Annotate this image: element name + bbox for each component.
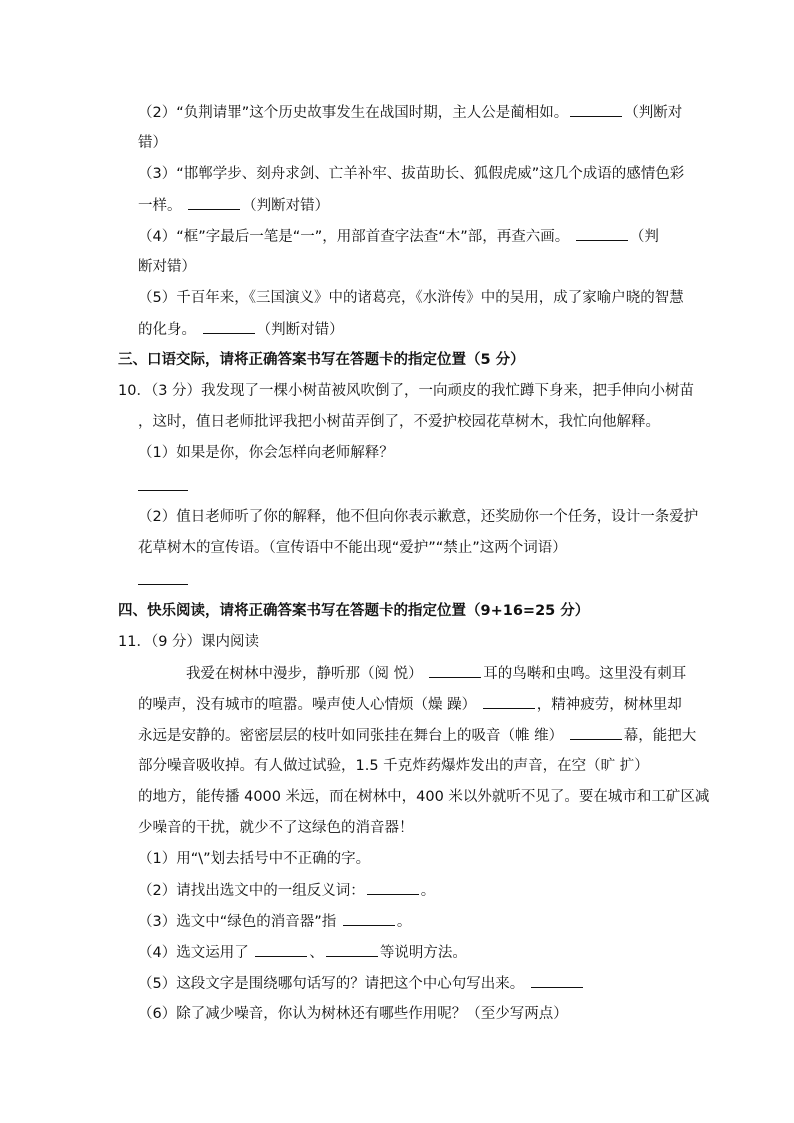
- answer-blank[interactable]: [188, 195, 240, 210]
- text: 的化身。: [138, 322, 196, 338]
- passage-line3: [138, 725, 696, 746]
- passage-line6: 少噪音的干扰，就少不了这绿色的消音器！: [138, 820, 414, 836]
- answer-blank[interactable]: [531, 973, 583, 988]
- answer-blank[interactable]: [576, 226, 628, 241]
- answer-blank[interactable]: [483, 694, 535, 709]
- text: （2）请找出选文中的一组反义词：: [138, 883, 365, 899]
- q11-title: 11．（9 分）课内阅读: [118, 634, 260, 650]
- answer-blank[interactable]: [570, 102, 622, 117]
- q10-sub1: （1）如果是你，你会怎样向老师解释？: [138, 445, 394, 461]
- q11-sub4: [138, 942, 467, 963]
- answer-blank[interactable]: [326, 942, 378, 957]
- q9-item5-line2: [138, 319, 344, 340]
- text: 。: [396, 914, 412, 930]
- q10-sub1-answer-blank[interactable]: [138, 490, 188, 491]
- passage-line1: [186, 663, 686, 684]
- text: 等说明方法。: [379, 945, 467, 961]
- text: （判断对: [624, 105, 683, 121]
- answer-blank[interactable]: [429, 663, 481, 678]
- q9-item3-line2: [138, 195, 329, 216]
- text: 我爱在树林中漫步，静听那（阅 悦）: [186, 666, 423, 682]
- answer-blank[interactable]: [570, 725, 622, 740]
- q10-line2: ，这时，值日老师批评我把小树苗弄倒了，不爱护校园花草树木，我忙向他解释。: [138, 414, 660, 430]
- text: 的噪声，没有城市的喧嚣。噪声使人心情烦（燥 躁）: [138, 697, 477, 713]
- q9-item4-line2: 断对错）: [138, 259, 196, 275]
- text: （判: [629, 229, 659, 245]
- passage-line2: [138, 694, 682, 715]
- q11-sub3: [138, 911, 411, 932]
- text: 、: [309, 945, 324, 961]
- text: （2）“负荆请罪”这个历史故事发生在战国时期，主人公是蔺相如。: [138, 105, 569, 121]
- text: 一样。: [138, 198, 182, 214]
- text: （判断对错）: [242, 198, 330, 214]
- text: （5）这段文字是围绕哪句话写的？请把这个中心句写出来。: [138, 976, 525, 992]
- q10-sub2-answer-blank[interactable]: [138, 584, 188, 585]
- passage-line5: 的地方，能传播 4000 米远，而在树林中，400 米以外就听不见了。要在城市和工矿区减: [138, 789, 710, 805]
- section4-heading: 四、快乐阅读，请将正确答案书写在答题卡的指定位置（9+16=25 分）: [118, 603, 590, 619]
- text: 幕，能把大: [623, 728, 697, 744]
- q11-sub1: （1）用“\”划去括号中不正确的字。: [138, 851, 371, 867]
- text: （4）选文运用了: [138, 945, 249, 961]
- q9-item5-line1: （5）千百年来，《三国演义》中的诸葛亮，《水浒传》中的吴用，成了家喻户晓的智慧: [138, 290, 684, 306]
- text: 耳的鸟啭和虫鸣。这里没有刺耳: [483, 666, 687, 682]
- q9-item3-line1: （3）“邯郸学步、刻舟求剑、亡羊补牢、拔苗助长、狐假虎威”这几个成语的感情色彩: [138, 166, 685, 182]
- answer-blank[interactable]: [203, 319, 255, 334]
- q11-sub5: [138, 973, 585, 994]
- text: （判断对错）: [256, 322, 344, 338]
- q9-item4-line1: [138, 226, 659, 247]
- text: 永远是安静的。密密层层的枝叶如同张挂在舞台上的吸音（帷 维）: [138, 728, 564, 744]
- q11-sub2: [138, 880, 435, 901]
- q10-line1: 10．（3 分）我发现了一棵小树苗被风吹倒了，一向顽皮的我忙蹲下身来，把手伸向小树苗: [118, 383, 695, 399]
- q10-sub2-line1: （2）值日老师听了你的解释，他不但向你表示歉意，还奖励你一个任务，设计一条爱护: [138, 509, 699, 525]
- q9-item2-line1: [138, 102, 682, 123]
- answer-blank[interactable]: [343, 911, 395, 926]
- passage-line4: 部分噪音吸收掉。有人做过试验，1.5 千克炸药爆炸发出的声音，在空（旷 扩）: [138, 758, 649, 774]
- answer-blank[interactable]: [367, 880, 419, 895]
- section3-heading: 三、口语交际，请将正确答案书写在答题卡的指定位置（5 分）: [118, 352, 525, 368]
- q9-item2-line2: 错）: [138, 135, 167, 151]
- text: 。: [420, 883, 436, 899]
- text: ，精神疲劳，树林里却: [536, 697, 682, 713]
- q10-sub2-line2: 花草树木的宣传语。（宣传语中不能出现“爱护”“禁止”这两个词语）: [138, 540, 567, 556]
- answer-blank[interactable]: [255, 942, 307, 957]
- q11-sub6: （6）除了减少噪音，你认为树林还有哪些作用呢？（至少写两点）: [138, 1006, 568, 1022]
- text: （3）选文中“绿色的消音器”指: [138, 914, 337, 930]
- text: （4）“框”字最后一笔是“一”，用部首查字法查“木”部，再查六画。: [138, 229, 570, 245]
